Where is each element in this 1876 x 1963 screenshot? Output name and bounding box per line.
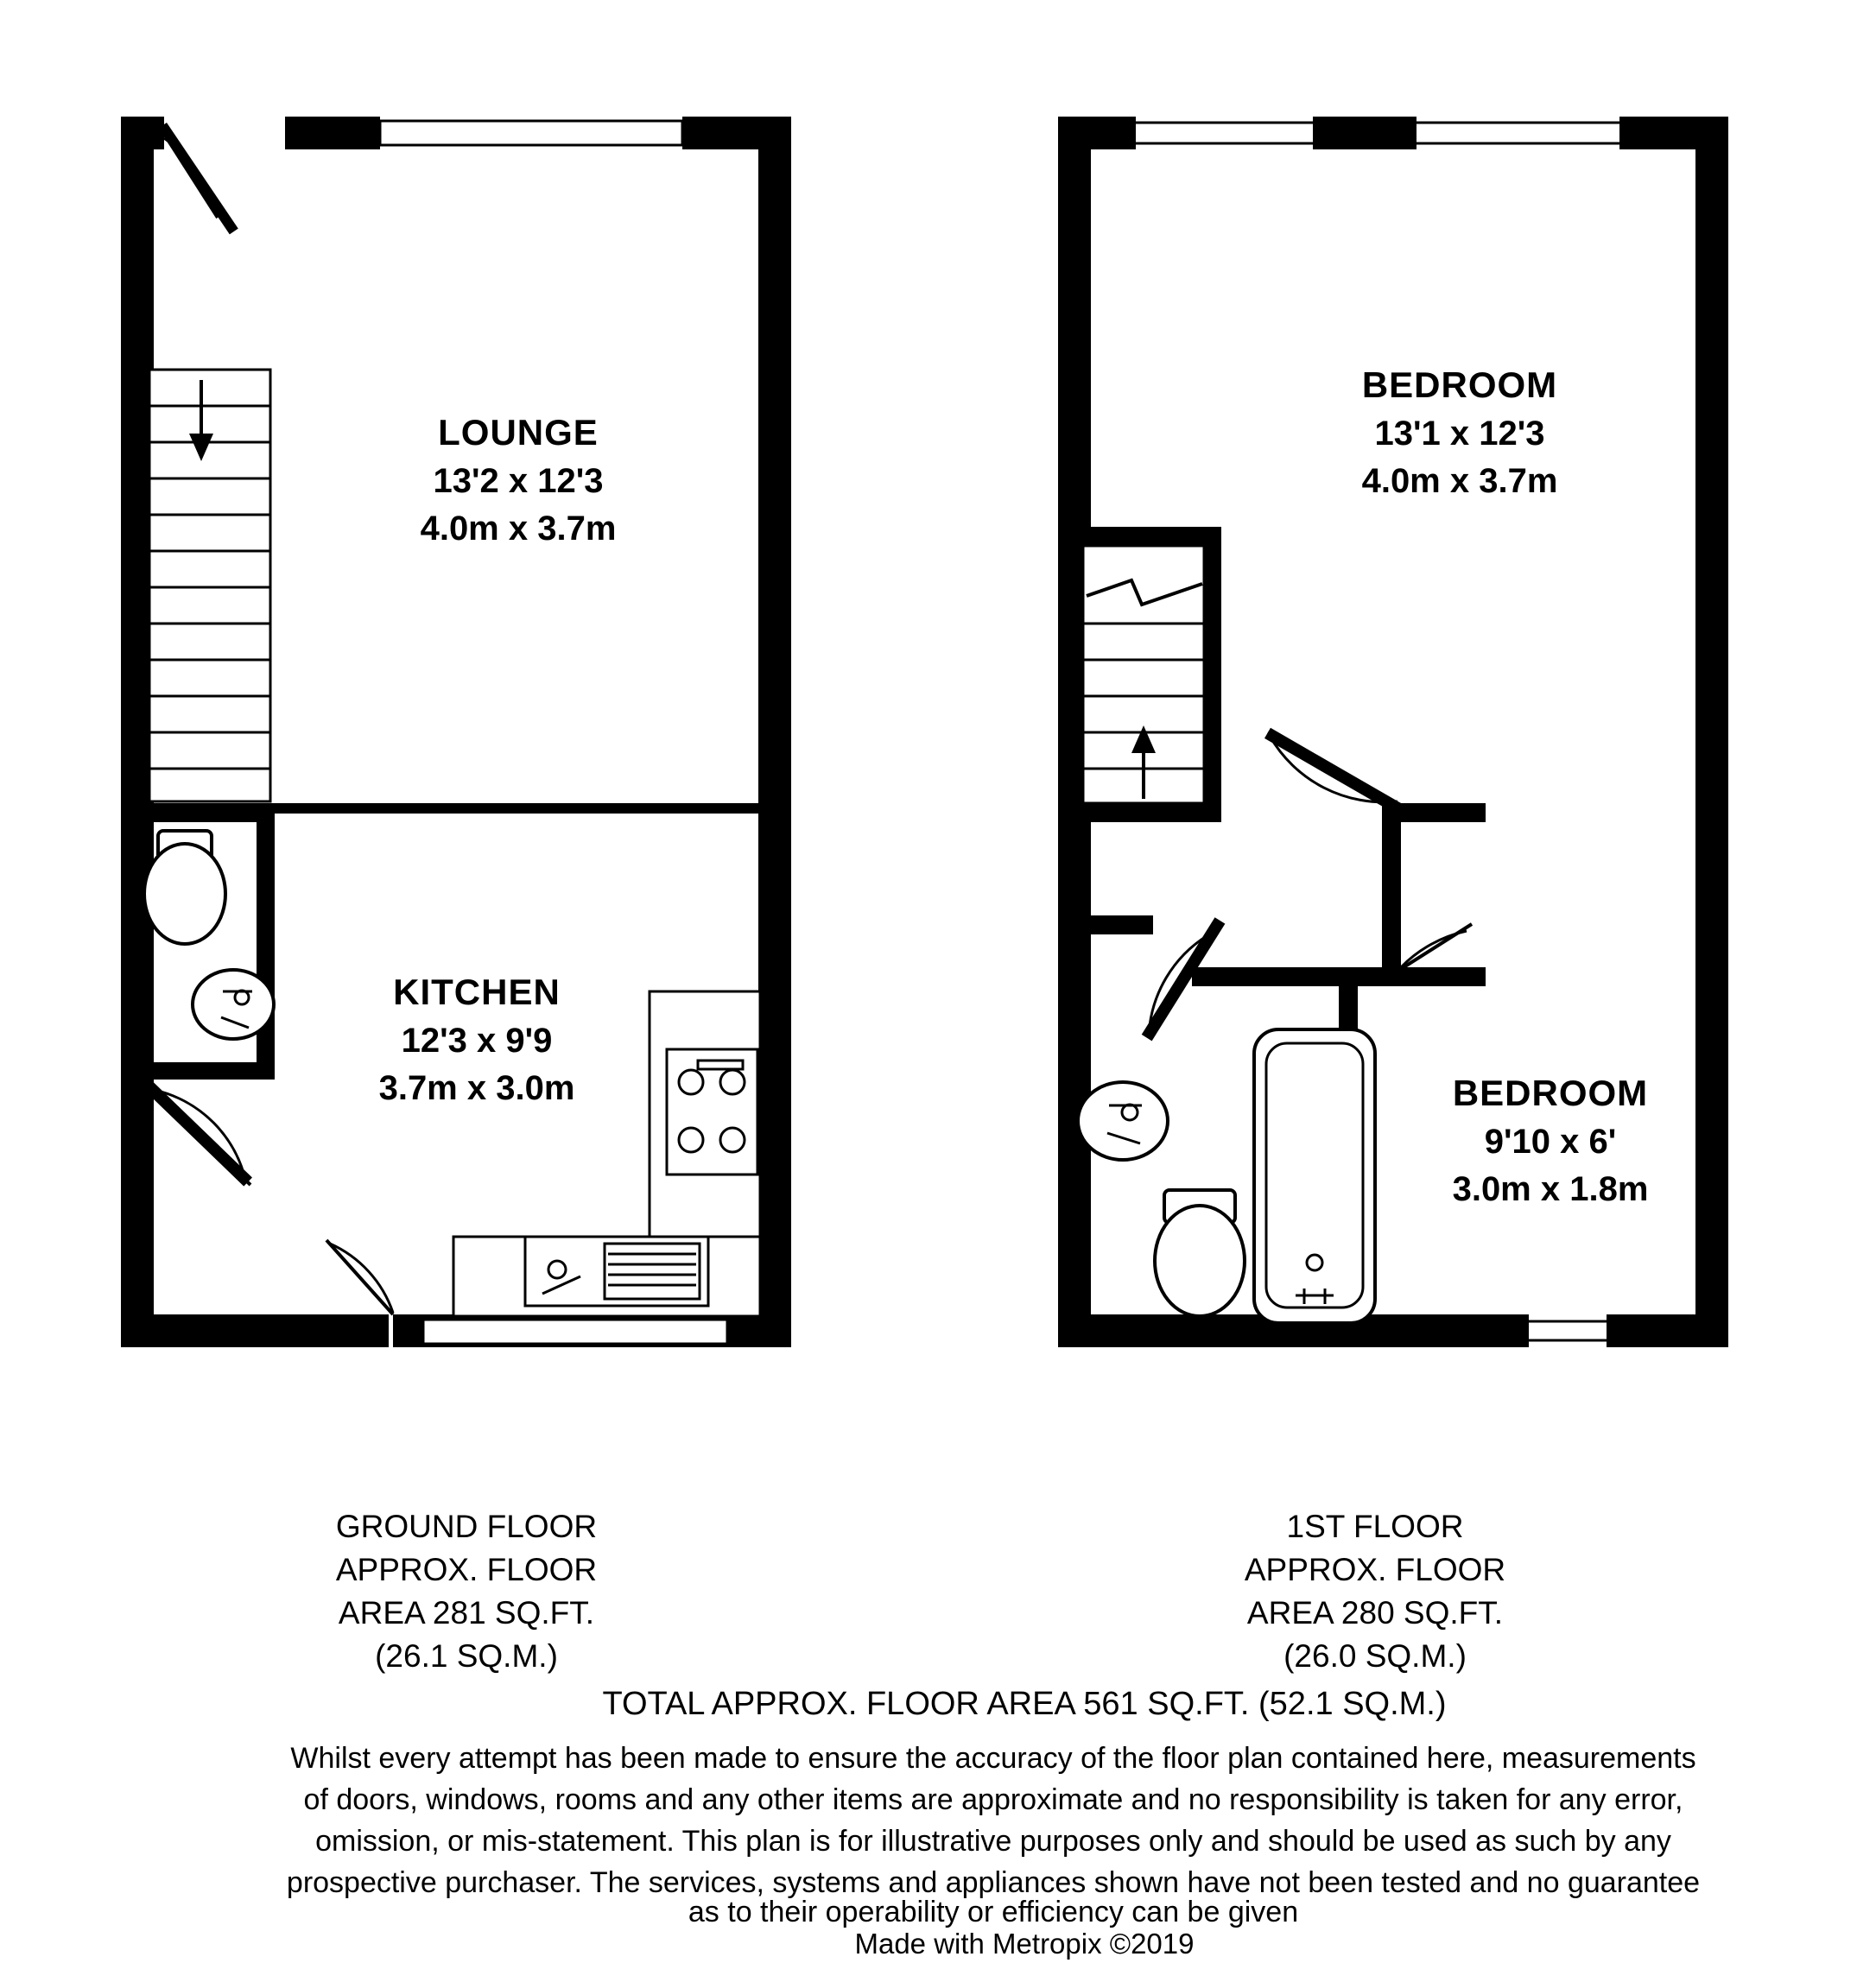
ground-floor-back-door [326, 1240, 393, 1314]
disclaimer-line-5: as to their operability or efficiency can be given [688, 1896, 1299, 1928]
disclaimer-line-1: Whilst every attempt has been made to ensure the accuracy of the floor plan contained here, measurements [290, 1742, 1696, 1775]
first-floor-caption-line-2: APPROX. FLOOR [1244, 1552, 1506, 1587]
ground-floor-front-door [158, 123, 238, 234]
disclaimer-line-2: of doors, windows, rooms and any other items are approximate and no responsibility is taken for any error, [303, 1783, 1683, 1816]
first-floor-bedroom1-door [1264, 728, 1405, 816]
first-floor-bedroom2-door [1401, 924, 1472, 969]
ground-floor-caption-line-1: GROUND FLOOR [335, 1509, 598, 1544]
first-floor-caption-line-3: AREA 280 SQ.FT. [1246, 1595, 1504, 1631]
ground-floor-caption-line-4: (26.1 SQ.M.) [375, 1638, 558, 1674]
room-label-kitchen: KITCHEN [393, 972, 561, 1012]
disclaimer-line-4: prospective purchaser. The services, systems and appliances shown have not been tested and no guarantee [286, 1866, 1701, 1899]
room-dim-bedroom-1-imperial: 13'1 x 12'3 [1374, 415, 1545, 453]
ground-floor-wc-fixtures [144, 831, 274, 1039]
ground-floor-room-labels [379, 412, 617, 1107]
room-dim-bedroom-2-metric: 3.0m x 1.8m [1452, 1170, 1649, 1208]
first-floor-caption-line-4: (26.0 SQ.M.) [1283, 1638, 1467, 1674]
first-floor-room-labels [1362, 364, 1649, 1208]
room-dim-lounge-metric: 4.0m x 3.7m [420, 510, 617, 548]
room-label-lounge: LOUNGE [438, 412, 599, 453]
disclaimer-text [287, 1742, 1700, 1928]
first-floor-bathroom-fixtures [1078, 1029, 1375, 1323]
room-dim-kitchen-imperial: 12'3 x 9'9 [401, 1022, 553, 1060]
ground-floor-caption [336, 1509, 597, 1674]
first-floor-staircase [1083, 546, 1204, 803]
room-label-bedroom-2: BEDROOM [1452, 1073, 1649, 1113]
metropix-credit: Made with Metropix ©2019 [854, 1928, 1195, 1960]
first-floor-plan [1058, 117, 1728, 1347]
room-dim-kitchen-metric: 3.7m x 3.0m [378, 1069, 575, 1107]
total-floor-area: TOTAL APPROX. FLOOR AREA 561 SQ.FT. (52.1 SQ.M.) [602, 1686, 1447, 1722]
ground-floor-plan [121, 117, 791, 1347]
ground-floor-caption-line-2: APPROX. FLOOR [335, 1552, 598, 1587]
room-dim-lounge-imperial: 13'2 x 12'3 [433, 462, 604, 500]
first-floor-caption [1245, 1509, 1505, 1674]
room-dim-bedroom-1-metric: 4.0m x 3.7m [1361, 462, 1558, 500]
disclaimer-line-3: omission, or mis-statement. This plan is for illustrative purposes only and should be used as such by any [315, 1825, 1671, 1858]
room-dim-bedroom-2-imperial: 9'10 x 6' [1484, 1123, 1617, 1161]
ground-floor-caption-line-3: AREA 281 SQ.FT. [338, 1595, 595, 1631]
ground-floor-wc-door [142, 1079, 252, 1187]
room-label-bedroom-1: BEDROOM [1361, 364, 1558, 405]
first-floor-caption-line-1: 1ST FLOOR [1286, 1509, 1464, 1544]
ground-floor-staircase [149, 370, 270, 801]
